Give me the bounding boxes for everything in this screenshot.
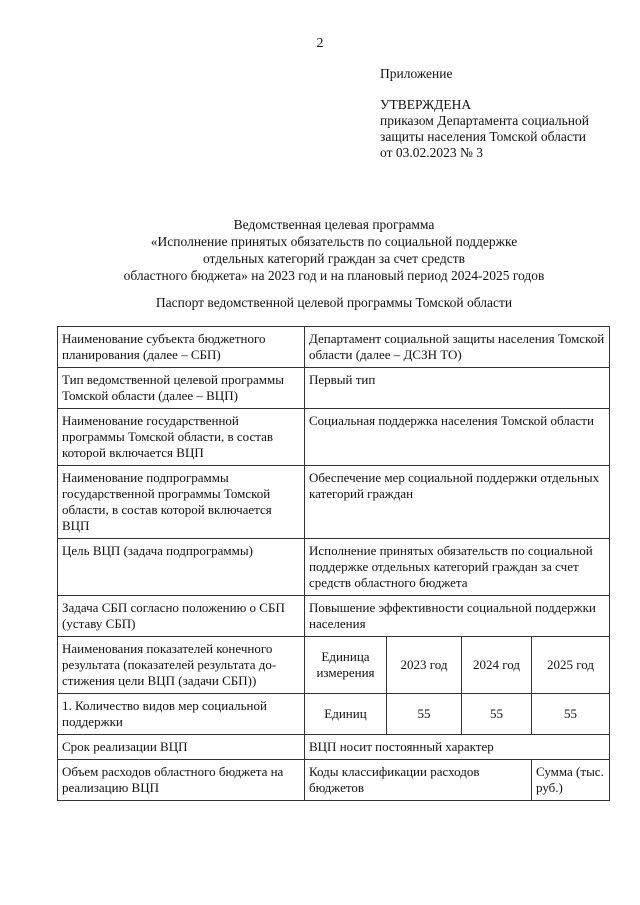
approval-block [380,66,589,161]
table-row [58,539,610,596]
table-row [58,760,610,801]
value-2025: 55 [532,694,610,735]
appendix-label: Приложение [380,66,453,81]
row-value: Первый тип [305,368,610,409]
program-title-line-1: Ведомственная целевая программа [233,217,435,232]
table-row [58,637,610,694]
row-value: Обеспечение мер социальной поддержки отдельных категорий граждан [305,466,610,539]
unit-header: Единица измерения [305,637,387,694]
table-row [58,466,610,539]
table-row [58,694,610,735]
value-2024: 55 [462,694,532,735]
row-label: Наименования показателей конечного результата (показателей результата до-стижения цели ВЦП (задачи СБП)) [58,637,305,694]
approval-line-3: от 03.02.2023 № 3 [380,145,483,160]
approval-line-2: защиты населения Томской области [380,129,587,144]
row-label: Тип ведомственной целевой программы Томской области (далее – ВЦП) [58,368,305,409]
page-number: 2 [316,36,324,51]
year-2024-header: 2024 год [462,637,532,694]
year-2023-header: 2023 год [387,637,462,694]
row-value: Исполнение принятых обязательств по социальной поддержке отдельных категорий граждан за счет средств областного бюджета [305,539,610,596]
year-2025-header: 2025 год [532,637,610,694]
table-row [58,368,610,409]
table-row [58,327,610,368]
table-row [58,735,610,760]
row-label: 1. Количество видов мер социальной поддержки [58,694,305,735]
approval-line-1: приказом Департамента социальной [380,113,590,128]
table-row [58,596,610,637]
row-label: Срок реализации ВЦП [58,735,305,760]
row-label: Объем расходов областного бюджета на реализацию ВЦП [58,760,305,801]
table-row [58,409,610,466]
value-2023: 55 [387,694,462,735]
program-title-line-4: областного бюджета» на 2023 год и на плановый период 2024-2025 годов [123,268,545,283]
sum-header: Сумма (тыс. руб.) [532,760,610,801]
passport-table [57,326,610,801]
row-label: Наименование подпрограммы государственной программы Томской области, в состав которой включается ВЦП [58,466,305,539]
program-title [0,216,640,284]
row-label: Наименование государственной программы Томской области, в состав которой включается ВЦП [58,409,305,466]
row-value: ВЦП носит постоянный характер [305,735,610,760]
row-label: Цель ВЦП (задача подпрограммы) [58,539,305,596]
passport-title: Паспорт ведомственной целевой программы Томской области [155,295,513,310]
program-title-line-3: отдельных категорий граждан за счет средств [202,251,466,266]
row-label: Задача СБП согласно положению о СБП (уставу СБП) [58,596,305,637]
program-title-line-2: «Исполнение принятых обязательств по социальной поддержке [150,234,518,249]
row-value: Департамент социальной защиты населения Томской области (далее – ДСЗН ТО) [305,327,610,368]
budget-codes-header: Коды классификации расходов бюджетов [305,760,532,801]
row-label: Наименование субъекта бюджетного планирования (далее – СБП) [58,327,305,368]
row-value: Социальная поддержка населения Томской области [305,409,610,466]
unit-value: Единиц [305,694,387,735]
approved-label: УТВЕРЖДЕНА [380,97,472,112]
row-value: Повышение эффективности социальной поддержки населения [305,596,610,637]
